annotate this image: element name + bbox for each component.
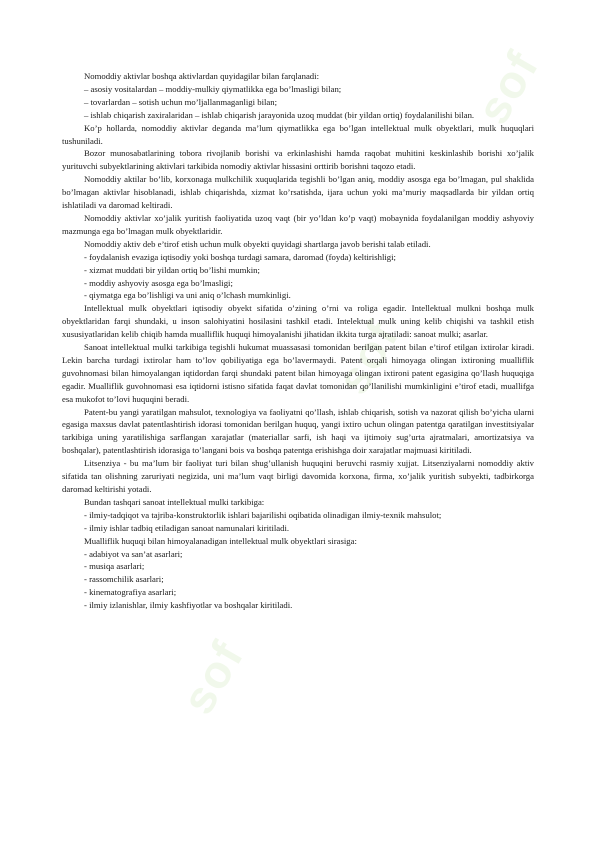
paragraph: Nomoddiy aktilar bo’lib, korxonaga mulkchilik xuquqlarida tegishli bo’lgan aniq, moddiy asosga ega bo’lmagan, pul shaklida bo’lmagan aktivlar hisoblanadi, ishlab chiqarishda, xizmat ko’rsatishda, ijara uchun yoki ma’muriy maqsadlarda bir yildan ortiq ishlatiladi va daromad keltiradi. xyxy=(62,174,534,211)
watermark-logo: sof xyxy=(326,311,409,403)
paragraph: Nomoddiy aktiv deb e’tirof etish uchun mulk obyekti quyidagi shartlarga javob berishi talab etiladi. xyxy=(84,238,431,249)
list-item: - foydalanish evaziga iqtisodiy yoki boshqa turdagi samara, daromad (foyda) keltirishligi; xyxy=(84,251,396,262)
paragraph: Sanoat intellektual mulki tarkibiga tegishli hukumat muassasasi tomonidan berilgan patent bilan e’tirof etilgan ixtirolar kiradi. Lekin barcha turdagi ixtirolar ham to’lov qobiliyatiga ega bo’lavermaydi. Patent orqali himoyaga olingan ixtironing mualliflik guvohnomasi bilan himoyalangan iqtidordan farqi shundaki patent bilan himoyaga olingan ixtironi patent egasigina qo’llash huquqiga egadir. Mualliflik guvohnomasi esa iqtidorni istisno sifatida faqat davlat tomonidan qo’llanilishi mumkinligini e’tirof etadi, muallifga esa mukofot to’lovi huquqini beradi. xyxy=(62,342,534,404)
paragraph: Nomoddiy aktivlar xo’jalik yuritish faoliyatida uzoq vaqt (bir yo’ldan ko’p vaqt) mobaynida foydalanilgan moddiy ashyoviy mazmunga ega bo’lmagan mulk obyektlaridir. xyxy=(62,212,534,236)
document-body xyxy=(62,70,534,612)
paragraph: Bozor munosabatlarining tobora rivojlanib borishi va erkinlashishi hamda raqobat muhitini keskinlashib borishi xo’jalik yurituvchi subyektlarining aktivlari tarkibida nomodiy aktivlar hissasini orttirib borishni taqozo etadi. xyxy=(62,148,534,172)
list-item: - ilmiy izlanishlar, ilmiy kashfiyotlar va boshqalar kiritiladi. xyxy=(84,600,293,611)
paragraph: Intellektual mulk obyektlari iqtisodiy obyekt sifatida o’zining o’rni va roliga egadir. Intellektual mulkni boshqa mulk obyektlaridan farqi shundaki, u inson salohiyatini hosilasini tashkil etadi. Intelektual mulk uning kelib chiqishi va tashkil etish xususiyatlaridan kelib chiqib hamda mualliflik huquqi himoyalanishi jihatidan ikkita turga ajratiladi: sanoat mulki; asarlar. xyxy=(62,303,534,340)
paragraph: Mualliflik huquqi bilan himoyalanadigan intellektual mulk obyektlari sirasiga: xyxy=(84,535,357,546)
paragraph: Litsenziya - bu ma’lum bir faoliyat turi bilan shug’ullanish huquqini beruvchi rasmiy xujjat. Litsenziyalarni nomoddiy aktiv sifatida tan olishning zaruriyati negizida, uni ma’lum vaqt birligi davomida korxona, firma, xo’jalik yuritish subyekti, tadbirkorga daromad keltirishi yotadi. xyxy=(62,458,534,494)
paragraph: Bundan tashqari sanoat intellektual mulki tarkibiga: xyxy=(84,496,265,507)
list-item: - adabiyot va san’at asarlari; xyxy=(84,548,183,559)
paragraph: - ilmiy ishlar tadbiq etiladigan sanoat namunalari kiritiladi. xyxy=(84,522,290,533)
paragraph: Patent-bu yangi yaratilgan mahsulot, texnologiya va faoliyatni qo’llash, ishlab chiqarish, sotish va nazorat qilish bo’yicha ularni egasiga maxsus davlat patentlashtirish idorasi tomonidan berilgan huquq, yangi ixtiro uchun olingan patentga qaratilgan investitsiyalar tarkibiga uning yaratilishiga sarflangan xarajatlar (materiallar sarfi, ish haqi va ijtimoiy sug’urta ajratmalari, amortizatsiya va boshqalar), patentlashtirish idorasiga to’langani bois va boshqa patentga erishishga doir xarajatlar majmuasi kiritiladi. xyxy=(62,406,534,456)
list-item: - kinematografiya asarlari; xyxy=(84,587,177,598)
list-item: - xizmat muddati bir yildan ortiq bo’lishi mumkin; xyxy=(84,264,260,275)
watermark-logo: sof xyxy=(466,41,549,133)
paragraph: – ishlab chiqarish zaxiralaridan – ishlab chiqarish jarayonida uzoq muddat (bir yildan ortiq) foydalanilishi bilan. xyxy=(84,109,475,120)
list-item: - musiqa asarlari; xyxy=(84,561,145,572)
list-item: - moddiy ashyoviy asosga ega bo’lmasligi; xyxy=(84,277,233,288)
paragraph: – asosiy vositalardan – moddiy-mulkiy qiymatlikka ega bo’lmasligi bilan; xyxy=(84,83,342,94)
watermark-logo: sof xyxy=(171,631,254,723)
paragraph: Nomoddiy aktivlar boshqa aktivlardan quyidagilar bilan farqlanadi: xyxy=(84,71,319,81)
list-item: - rassomchilik asarlari; xyxy=(84,574,164,585)
paragraph: - ilmiy-tadqiqot va tajriba-konstruktorlik ishlari bajarilishi oqibatida olinadigan ilmiy-texnik mahsulot; xyxy=(84,509,442,520)
paragraph: Ko’p hollarda, nomoddiy aktivlar deganda ma’lum qiymatlikka ega bo’lgan intellektual mulk obyektlari, mulk huquqlari tushuniladi. xyxy=(62,122,534,146)
paragraph: – tovarlardan – sotish uchun mo’ljallanmaganligi bilan; xyxy=(84,96,278,107)
list-item: - qiymatga ega bo’lishligi va uni aniq o’lchash mumkinligi. xyxy=(84,290,291,301)
